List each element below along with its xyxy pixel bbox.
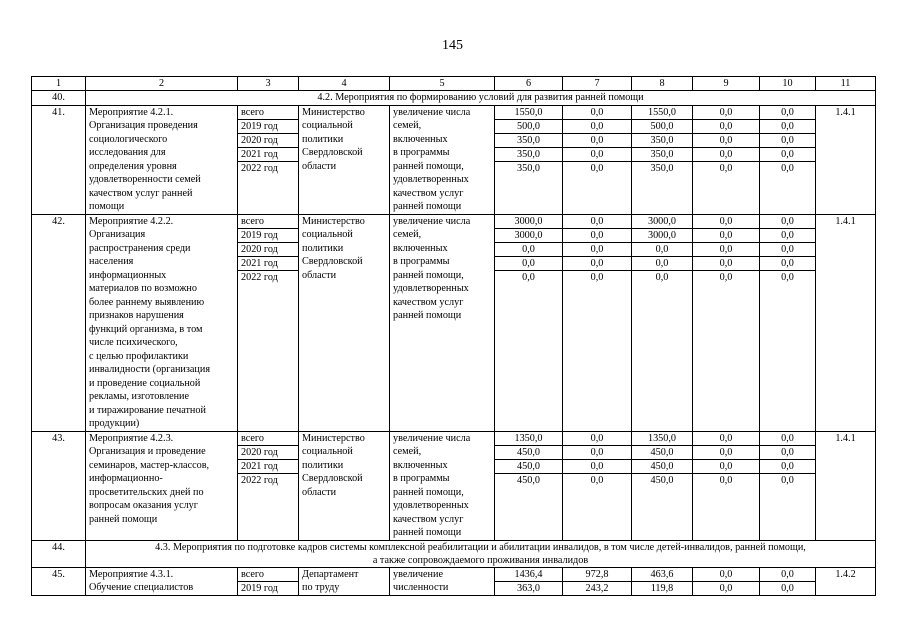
executor: Министерство социальной политики Свердловской области xyxy=(299,105,390,214)
row-number: 42. xyxy=(32,214,86,431)
amount-value: 450,0 xyxy=(632,446,692,460)
indicator-code: 1.4.2 xyxy=(816,567,876,595)
amount-value: 0,0 xyxy=(563,257,631,271)
header-col-7: 7 xyxy=(563,77,632,91)
amount-value: 0,0 xyxy=(719,162,733,174)
amount-value: 450,0 xyxy=(495,460,562,474)
header-col-3: 3 xyxy=(238,77,299,91)
amount-value: 0,0 xyxy=(563,215,631,229)
year-label: 2020 год xyxy=(238,243,298,257)
amount-value: 0,0 xyxy=(719,582,733,594)
activity-name: Мероприятие 4.3.1. Обучение специалистов xyxy=(86,567,238,595)
amount-cell xyxy=(563,105,632,214)
amount-value: 0,0 xyxy=(760,460,815,474)
amount-value: 0,0 xyxy=(563,134,631,148)
year-label: 2022 год xyxy=(241,474,278,486)
amount-value: 0,0 xyxy=(760,148,815,162)
amount-value: 350,0 xyxy=(632,148,692,162)
amount-value: 350,0 xyxy=(517,162,540,174)
amount-cell xyxy=(760,567,816,595)
section-title: 4.2. Мероприятия по формированию условий для развития ранней помощи xyxy=(86,91,876,106)
amount-value: 0,0 xyxy=(563,120,631,134)
header-col-9: 9 xyxy=(693,77,760,91)
amount-cell xyxy=(760,105,816,214)
amount-cell xyxy=(693,105,760,214)
amount-value: 0,0 xyxy=(693,229,759,243)
amount-value: 0,0 xyxy=(760,134,815,148)
amount-value: 0,0 xyxy=(781,162,794,174)
year-label: 2019 год xyxy=(238,229,298,243)
program-activities-table xyxy=(31,76,876,596)
section-row-4-2 xyxy=(32,91,876,106)
amount-value: 0,0 xyxy=(495,257,562,271)
year-label: всего xyxy=(238,432,298,446)
amount-value: 0,0 xyxy=(760,106,815,120)
amount-value: 0,0 xyxy=(563,432,631,446)
row-number: 45. xyxy=(32,567,86,595)
activity-name: Мероприятие 4.2.2. Организация распространения среди населения информационных материалов по возможно более раннему выявлению признаков нарушения функций организма, в том числе психического, с целью профилактики инвалидности (организация и проведение социальной рекламы, изготовление и тиражирование печатной продукции) xyxy=(86,214,238,431)
amount-value: 0,0 xyxy=(760,215,815,229)
column-number-header-row xyxy=(32,77,876,91)
amount-value: 450,0 xyxy=(495,446,562,460)
amount-value: 500,0 xyxy=(632,120,692,134)
amount-value: 0,0 xyxy=(719,474,733,486)
amount-value: 0,0 xyxy=(693,120,759,134)
amount-cell xyxy=(632,214,693,431)
year-cell xyxy=(238,214,299,431)
amount-value: 1550,0 xyxy=(495,106,562,120)
amount-value: 3000,0 xyxy=(495,229,562,243)
amount-value: 0,0 xyxy=(563,446,631,460)
amount-value: 0,0 xyxy=(563,460,631,474)
amount-value: 0,0 xyxy=(563,148,631,162)
amount-value: 0,0 xyxy=(590,271,604,283)
year-label: 2021 год xyxy=(238,257,298,271)
amount-cell xyxy=(495,214,563,431)
amount-value: 0,0 xyxy=(693,257,759,271)
header-col-2: 2 xyxy=(86,77,238,91)
amount-value: 3000,0 xyxy=(632,229,692,243)
amount-cell xyxy=(632,431,693,540)
amount-cell xyxy=(693,431,760,540)
amount-value: 0,0 xyxy=(563,243,631,257)
amount-cell xyxy=(693,214,760,431)
amount-cell xyxy=(495,431,563,540)
header-col-11: 11 xyxy=(816,77,876,91)
header-col-5: 5 xyxy=(390,77,495,91)
amount-value: 119,8 xyxy=(650,582,674,594)
amount-value: 0,0 xyxy=(760,257,815,271)
page-number: 145 xyxy=(442,38,463,53)
executor: Министерство социальной политики Свердловской области xyxy=(299,214,390,431)
amount-value: 0,0 xyxy=(693,148,759,162)
header-col-8: 8 xyxy=(632,77,693,91)
target-indicator: увеличение численности xyxy=(390,567,495,595)
amount-value: 0,0 xyxy=(693,243,759,257)
target-indicator: увеличение числа семей, включенных в программы ранней помощи, удовлетворенных качеством услуг ранней помощи xyxy=(390,431,495,540)
amount-cell xyxy=(632,567,693,595)
amount-value: 0,0 xyxy=(760,243,815,257)
amount-value: 450,0 xyxy=(632,460,692,474)
amount-value: 350,0 xyxy=(650,162,674,174)
amount-cell xyxy=(563,567,632,595)
year-cell xyxy=(238,431,299,540)
executor: Департамент по труду xyxy=(299,567,390,595)
amount-value: 0,0 xyxy=(760,446,815,460)
amount-value: 1350,0 xyxy=(632,432,692,446)
year-label: всего xyxy=(238,568,298,582)
indicator-code: 1.4.1 xyxy=(816,105,876,214)
activity-name: Мероприятие 4.2.1. Организация проведения социологического исследования для определения уровня удовлетворенности семей качеством услуг ранней помощи xyxy=(86,105,238,214)
amount-value: 3000,0 xyxy=(495,215,562,229)
activity-name: Мероприятие 4.2.3. Организация и проведение семинаров, мастер-классов, информационно- просветительских дней по вопросам оказания услуг ранней помощи xyxy=(86,431,238,540)
row-number: 41. xyxy=(32,105,86,214)
amount-value: 0,0 xyxy=(760,120,815,134)
amount-value: 0,0 xyxy=(522,271,535,283)
amount-cell xyxy=(693,567,760,595)
header-col-1: 1 xyxy=(32,77,86,91)
year-label: 2019 год xyxy=(238,120,298,134)
amount-value: 0,0 xyxy=(693,460,759,474)
amount-cell xyxy=(760,431,816,540)
activity-row xyxy=(32,567,876,595)
row-number: 43. xyxy=(32,431,86,540)
amount-value: 0,0 xyxy=(632,243,692,257)
amount-value: 500,0 xyxy=(495,120,562,134)
section-row-4-3 xyxy=(32,540,876,567)
amount-value: 0,0 xyxy=(590,474,604,486)
header-col-4: 4 xyxy=(299,77,390,91)
amount-value: 0,0 xyxy=(760,568,815,582)
row-number: 40. xyxy=(32,91,86,106)
year-label: 2019 год xyxy=(241,582,278,594)
amount-value: 350,0 xyxy=(632,134,692,148)
amount-value: 350,0 xyxy=(495,134,562,148)
section-title: 4.3. Мероприятия по подготовке кадров системы комплексной реабилитации и абилитации инвалидов, в том числе детей-инвалидов, ранней помощи, а также сопровождаемого проживания инвалидов xyxy=(86,540,876,567)
year-cell xyxy=(238,105,299,214)
amount-value: 0,0 xyxy=(693,134,759,148)
header-col-10: 10 xyxy=(760,77,816,91)
activity-row xyxy=(32,105,876,214)
amount-value: 0,0 xyxy=(719,271,733,283)
indicator-code: 1.4.1 xyxy=(816,214,876,431)
amount-value: 243,2 xyxy=(585,582,609,594)
year-label: 2022 год xyxy=(241,271,278,283)
amount-cell xyxy=(632,105,693,214)
year-label: 2020 год xyxy=(238,134,298,148)
amount-value: 0,0 xyxy=(655,271,669,283)
amount-value: 972,8 xyxy=(563,568,631,582)
amount-value: 1436,4 xyxy=(495,568,562,582)
amount-value: 0,0 xyxy=(495,243,562,257)
year-label: 2021 год xyxy=(238,148,298,162)
amount-value: 0,0 xyxy=(693,215,759,229)
amount-cell xyxy=(563,214,632,431)
year-label: всего xyxy=(238,215,298,229)
amount-cell xyxy=(760,214,816,431)
year-cell xyxy=(238,567,299,595)
amount-cell xyxy=(495,567,563,595)
target-indicator: увеличение числа семей, включенных в программы ранней помощи, удовлетворенных качеством услуг ранней помощи xyxy=(390,105,495,214)
amount-value: 0,0 xyxy=(781,271,794,283)
amount-value: 1350,0 xyxy=(495,432,562,446)
amount-value: 0,0 xyxy=(693,106,759,120)
amount-value: 0,0 xyxy=(781,582,794,594)
row-number: 44. xyxy=(32,540,86,567)
target-indicator: увеличение числа семей, включенных в программы ранней помощи, удовлетворенных качеством услуг ранней помощи xyxy=(390,214,495,431)
activity-row xyxy=(32,431,876,540)
year-label: 2021 год xyxy=(238,460,298,474)
executor: Министерство социальной политики Свердловской области xyxy=(299,431,390,540)
amount-value: 450,0 xyxy=(517,474,540,486)
amount-cell xyxy=(495,105,563,214)
amount-value: 0,0 xyxy=(693,568,759,582)
year-label: 2022 год xyxy=(241,162,278,174)
amount-value: 0,0 xyxy=(693,446,759,460)
activity-row xyxy=(32,214,876,431)
amount-cell xyxy=(563,431,632,540)
amount-value: 0,0 xyxy=(590,162,604,174)
amount-value: 0,0 xyxy=(760,432,815,446)
amount-value: 450,0 xyxy=(650,474,674,486)
year-label: всего xyxy=(238,106,298,120)
amount-value: 1550,0 xyxy=(632,106,692,120)
header-col-6: 6 xyxy=(495,77,563,91)
amount-value: 463,6 xyxy=(632,568,692,582)
amount-value: 0,0 xyxy=(563,106,631,120)
amount-value: 0,0 xyxy=(632,257,692,271)
amount-value: 0,0 xyxy=(760,229,815,243)
year-label: 2020 год xyxy=(238,446,298,460)
amount-value: 0,0 xyxy=(781,474,794,486)
amount-value: 3000,0 xyxy=(632,215,692,229)
amount-value: 0,0 xyxy=(693,432,759,446)
amount-value: 350,0 xyxy=(495,148,562,162)
amount-value: 0,0 xyxy=(563,229,631,243)
indicator-code: 1.4.1 xyxy=(816,431,876,540)
amount-value: 363,0 xyxy=(517,582,540,594)
